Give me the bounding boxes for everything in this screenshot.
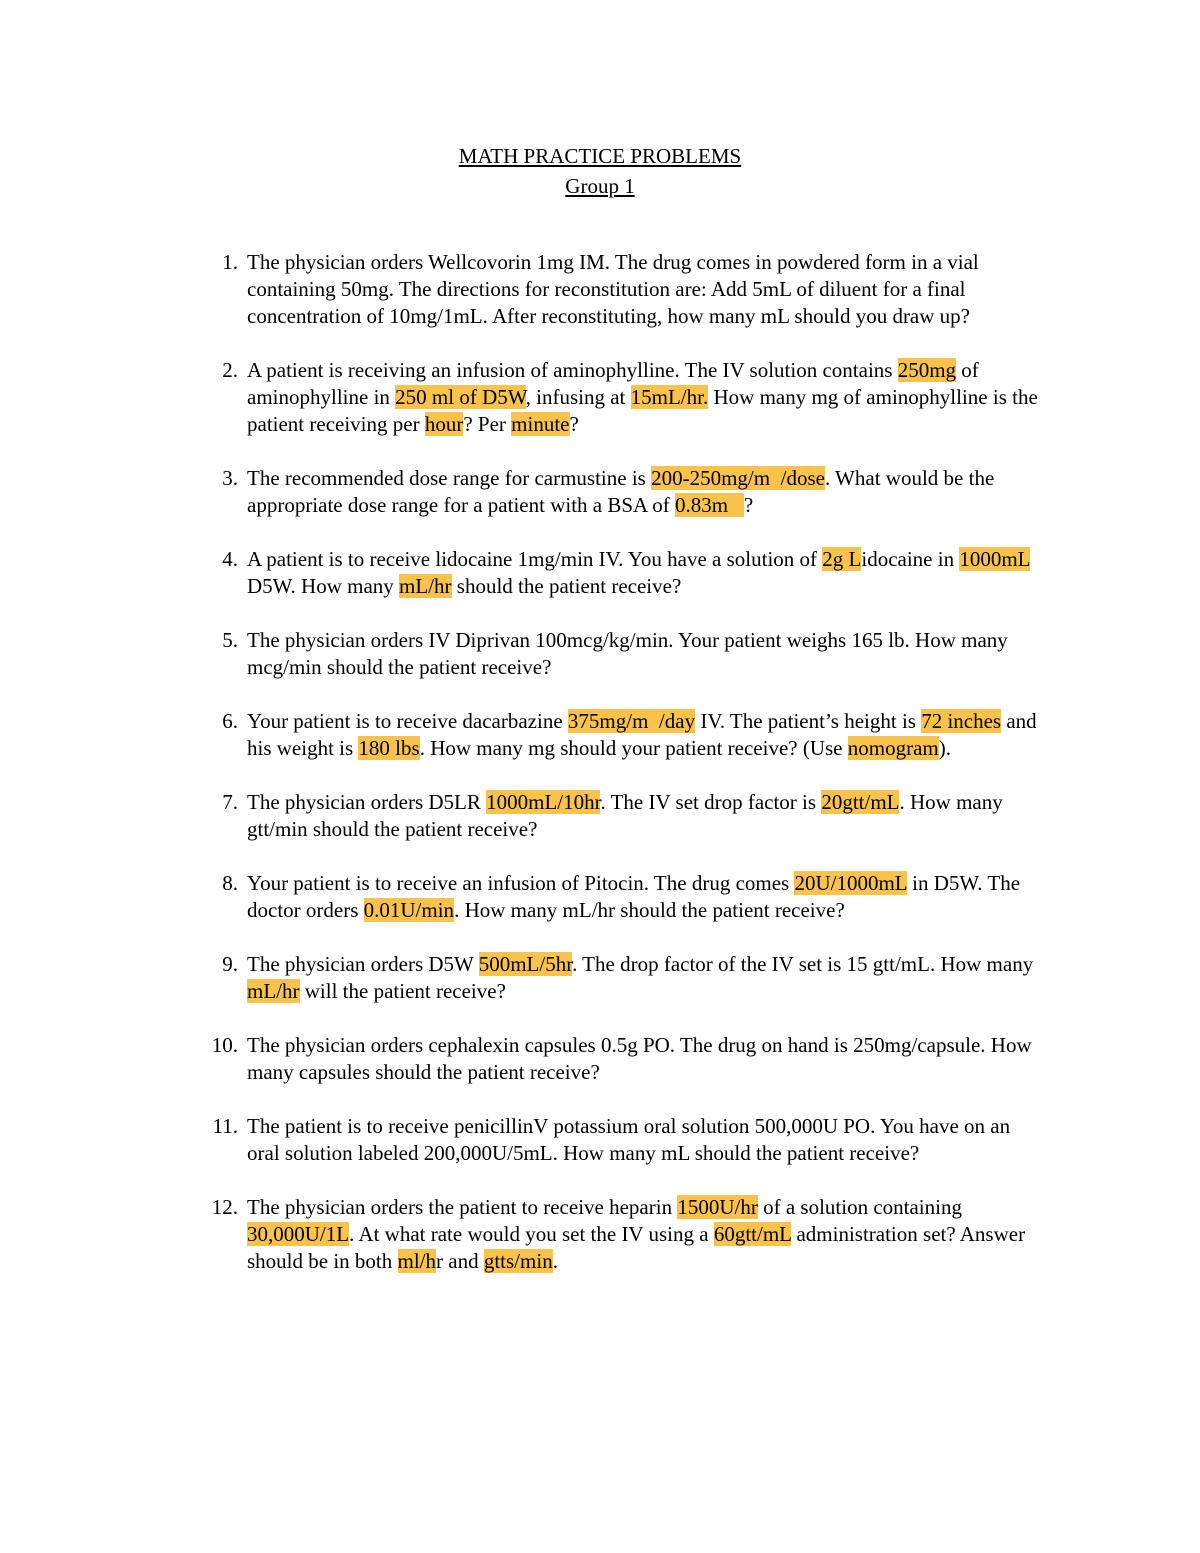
problem-text — [247, 709, 1037, 760]
text-segment: A patient is receiving an infusion of aminophylline. The IV solution contains — [247, 358, 898, 382]
highlighted-text: 60gtt/mL — [713, 1222, 792, 1246]
problem-item — [208, 546, 1038, 600]
text-segment: The physician orders D5W — [247, 952, 479, 976]
text-segment: in D5W. The doctor orders — [247, 871, 1021, 922]
highlighted-text: 72 inches — [921, 709, 1002, 733]
text-segment: Your patient is to receive dacarbazine — [247, 709, 568, 733]
problem-text — [247, 466, 994, 517]
highlighted-text: 200-250mg/m /dose — [651, 466, 825, 490]
highlighted-text: 1000mL — [959, 547, 1030, 571]
problem-text — [247, 628, 1008, 679]
problem-number: 12. — [211, 1195, 238, 1219]
text-segment: r and — [436, 1249, 484, 1273]
text-segment: , infusing at — [525, 385, 631, 409]
problem-item — [208, 870, 1038, 924]
problem-number: 6. — [222, 709, 238, 733]
problem-text — [247, 358, 1038, 436]
highlighted-text: 250 ml of D5W — [395, 385, 526, 409]
problem-text — [247, 952, 1033, 1003]
problem-item — [208, 627, 1038, 681]
highlighted-text: mL/hr — [399, 574, 452, 598]
highlighted-text: 2g L — [822, 547, 862, 571]
highlighted-text: 30,000U/1L — [247, 1222, 350, 1246]
problem-number: 9. — [222, 952, 238, 976]
problem-number: 5. — [222, 628, 238, 652]
text-segment: The physician orders D5LR — [247, 790, 487, 814]
highlighted-text: 180 lbs — [358, 736, 420, 760]
text-segment: How many mg of aminophylline is the patient receiving per — [247, 385, 1038, 436]
problem-item — [208, 1194, 1038, 1275]
text-segment: A patient is to receive lidocaine 1mg/min IV. You have a solution of — [247, 547, 823, 571]
problem-number: 4. — [222, 547, 238, 571]
problem-item — [208, 951, 1038, 1005]
problem-list — [208, 249, 1038, 1275]
highlighted-text: minute — [511, 412, 570, 436]
problem-item — [208, 1113, 1038, 1167]
text-segment: The physician orders the patient to receive heparin — [247, 1195, 678, 1219]
highlighted-text: 0.01U/min — [363, 898, 455, 922]
problem-number: 7. — [222, 790, 238, 814]
text-segment: administration set? Answer should be in both — [247, 1222, 1026, 1273]
problem-text — [247, 250, 979, 328]
text-segment: IV. The patient’s height is — [695, 709, 922, 733]
document-header — [0, 141, 1200, 201]
highlighted-text: 20gtt/mL — [821, 790, 900, 814]
text-segment: . How many gtt/min should the patient receive? — [247, 790, 1003, 841]
highlighted-text: nomogram — [847, 736, 939, 760]
highlighted-text: 20U/1000mL — [794, 871, 907, 895]
text-segment: The patient is to receive penicillinV potassium oral solution 500,000U PO. You have on an oral solution labeled 200,000U/5mL. How many mL should the patient receive? — [247, 1114, 1011, 1165]
highlighted-text: 0.83m — [675, 493, 744, 517]
text-segment: . The drop factor of the IV set is 15 gtt/mL. How many — [572, 952, 1034, 976]
problem-number: 10. — [211, 1033, 238, 1057]
highlighted-text: 15mL/hr. — [630, 385, 709, 409]
text-segment: The physician orders Wellcovorin 1mg IM. The drug comes in powdered form in a vial containing 50mg. The directions for reconstitution are: Add 5mL of diluent for a final concentration of 10mg/1mL. After reconstituting, how many mL should you draw up? — [247, 250, 979, 328]
problem-number: 1. — [222, 250, 238, 274]
text-segment: Your patient is to receive an infusion of Pitocin. The drug comes — [247, 871, 795, 895]
problem-text — [247, 1195, 1025, 1273]
text-segment: . How many mg should your patient receive? (Use — [419, 736, 848, 760]
highlighted-text: mL/hr — [247, 979, 300, 1003]
problem-item — [208, 357, 1038, 438]
text-segment: The recommended dose range for carmustine is — [247, 466, 652, 490]
text-segment: . At what rate would you set the IV using a — [349, 1222, 714, 1246]
problem-item — [208, 708, 1038, 762]
highlighted-text: 375mg/m /day — [567, 709, 696, 733]
problem-number: 3. — [222, 466, 238, 490]
problem-item — [208, 465, 1038, 519]
highlighted-text: 250mg — [897, 358, 957, 382]
text-segment: The physician orders IV Diprivan 100mcg/kg/min. Your patient weighs 165 lb. How many mcg/min should the patient receive? — [247, 628, 1008, 679]
highlighted-text: gtts/min — [483, 1249, 553, 1273]
text-segment: The physician orders cephalexin capsules 0.5g PO. The drug on hand is 250mg/capsule. How many capsules should the patient receive? — [247, 1033, 1032, 1084]
text-segment: . What would be the appropriate dose range for a patient with a BSA of — [247, 466, 995, 517]
problem-item — [208, 789, 1038, 843]
problem-text — [247, 547, 1030, 598]
text-segment: idocaine in — [861, 547, 960, 571]
text-segment: ? — [569, 412, 579, 436]
problem-item — [208, 249, 1038, 330]
text-segment: of a solution containing — [757, 1195, 962, 1219]
text-segment: ). — [938, 736, 951, 760]
text-segment: will the patient receive? — [299, 979, 506, 1003]
document-title: MATH PRACTICE PROBLEMS — [458, 144, 742, 168]
highlighted-text: 500mL/5hr — [478, 952, 573, 976]
text-segment: . — [552, 1249, 558, 1273]
problem-text — [247, 1114, 1010, 1165]
highlighted-text: hour — [424, 412, 464, 436]
text-segment: should the patient receive? — [451, 574, 682, 598]
highlighted-text: 1000mL/10hr — [486, 790, 601, 814]
text-segment: and his weight is — [247, 709, 1037, 760]
text-segment: . How many mL/hr should the patient receive? — [454, 898, 845, 922]
text-segment: ? — [743, 493, 754, 517]
problem-text — [247, 790, 1003, 841]
text-segment: of aminophylline in — [247, 358, 979, 409]
text-segment: ? Per — [463, 412, 512, 436]
document-subtitle: Group 1 — [565, 174, 635, 198]
problem-number: 11. — [212, 1114, 238, 1138]
problem-item — [208, 1032, 1038, 1086]
text-segment: . The IV set drop factor is — [600, 790, 822, 814]
problem-text — [247, 1033, 1032, 1084]
problem-number: 2. — [222, 358, 238, 382]
text-segment: D5W. How many — [247, 574, 400, 598]
highlighted-text: 1500U/hr — [677, 1195, 758, 1219]
problem-text — [247, 871, 1020, 922]
highlighted-text: ml/h — [397, 1249, 437, 1273]
problem-number: 8. — [222, 871, 238, 895]
